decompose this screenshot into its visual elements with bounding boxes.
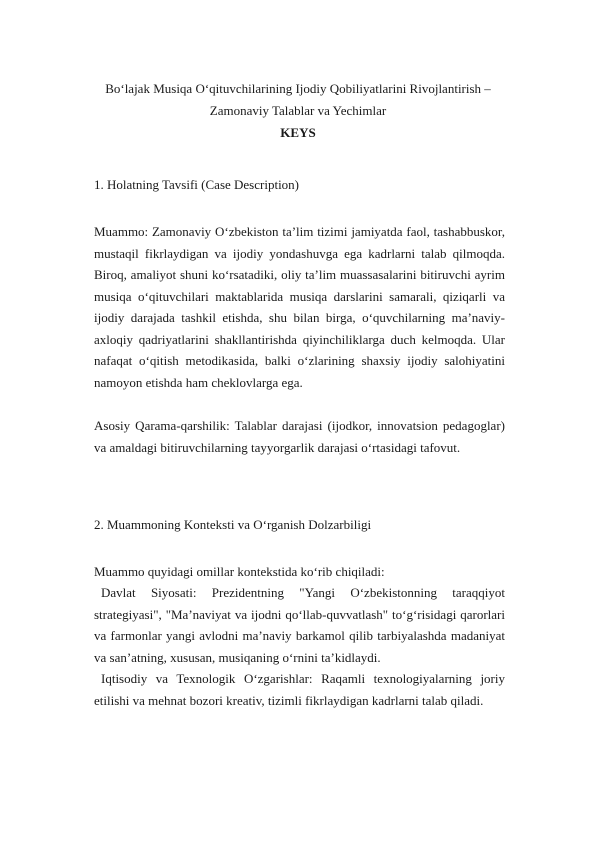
economic-paragraph: Iqtisodiy va Texnologik O‘zgarishlar: Raqamli texnologiyalarning joriy etilishi va mehnat bozori kreativ, tizimli fikrlaydigan kadrlarni talab qiladi.	[94, 671, 505, 708]
document-title	[90, 78, 506, 144]
context-intro: Muammo quyidagi omillar kontekstida ko‘rib chiqiladi:	[94, 564, 385, 579]
policy-paragraph: Davlat Siyosati: Prezidentning "Yangi O‘zbekistonning taraqqiyot strategiyasi", "Ma’naviyat va ijodni qo‘llab-quvvatlash" to‘g‘risidagi qarorlari va farmonlar yangi avlodni ma’naviy barkamol qilib tarbiyalashda madaniyat va san’atning, xususan, musiqaning o‘rnini ta’kidlaydi.	[94, 585, 505, 665]
section-2-heading: 2. Muammoning Konteksti va O‘rganish Dolzarbiligi	[94, 517, 372, 532]
section-1-heading: 1. Holatning Tavsifi (Case Description)	[94, 177, 300, 192]
keys-label: KEYS	[280, 125, 316, 140]
title-line-2: Zamonaviy Talablar va Yechimlar	[209, 103, 387, 118]
contradiction-paragraph: Asosiy Qarama-qarshilik: Talablar darajasi (ijodkor, innovatsion pedagoglar) va amaldagi bitiruvchilarning tayyorgarlik darajasi o‘rtasidagi tafovut.	[94, 418, 505, 455]
title-line-1: Bo‘lajak Musiqa O‘qituvchilarining Ijodiy Qobiliyatlarini Rivojlantirish –	[105, 81, 491, 96]
problem-paragraph: Muammo: Zamonaviy O‘zbekiston ta’lim tizimi jamiyatda faol, tashabbuskor, mustaqil fikrlaydigan va ijodiy yondashuvga ega kadrlarni talab qilmoqda. Biroq, amaliyot shuni ko‘rsatadiki, oliy ta’lim muassasalarini bitiruvchi ayrim musiqa o‘qituvchilari maktablarida musiqa darslarini samarali, qiziqarli va ijodiy darajada tashkil etishda, shu bilan birga, o‘quvchilarning ma’naviy-axloqiy qadriyatlarini shakllantirishda qiyinchiliklarga duch kelmoqda. Ular nafaqat o‘qitish metodikasida, balki o‘zlarining shaxsiy ijodiy salohiyatini namoyon etishda ham cheklovlarga ega.	[94, 224, 505, 390]
